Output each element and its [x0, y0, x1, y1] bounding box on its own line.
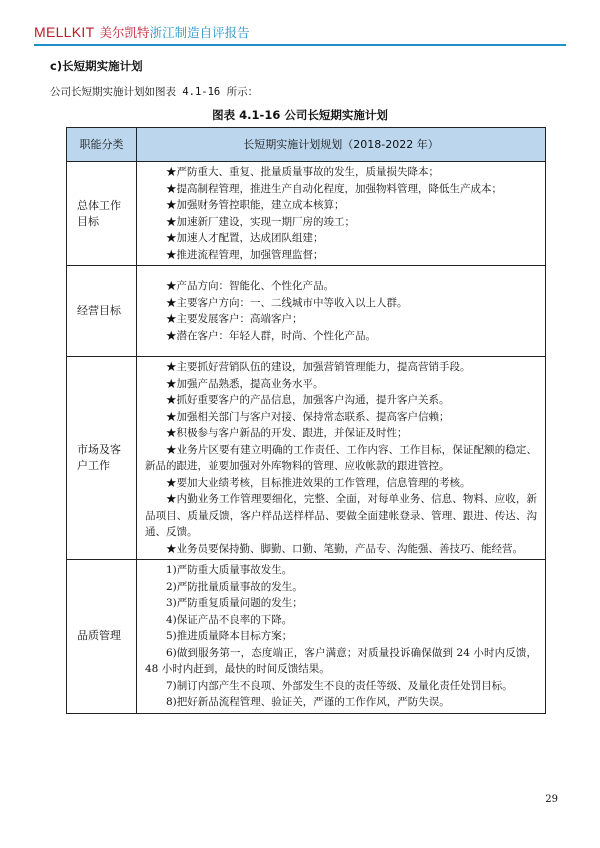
- list-item: ★加强财务管控职能，建立成本核算；: [166, 199, 345, 211]
- row-category: 市场及客户工作: [67, 357, 137, 560]
- table-caption: 图表 4.1-16 公司长短期实施计划: [212, 108, 388, 122]
- list-item: ★严防重大、重复、批量质量事故的发生，质量损失降本；: [166, 166, 439, 178]
- list-item: 8)把好新品流程管理、验证关，严谨的工作作风，严防失误。: [166, 696, 450, 708]
- list-item: 2)严防批量质量事故的发生。: [166, 580, 303, 593]
- list-item: 5)推进质量降本目标方案；: [166, 630, 293, 642]
- list-item: ★业务片区要有建立明确的工作责任、工作内容、工作目标，保证配额的稳定、新品的跟进，並要加强对外库物料的管理、应收帐款的跟进管控。: [145, 443, 537, 472]
- section-title: c)长短期实施计划: [50, 59, 143, 73]
- table-row: [67, 357, 546, 560]
- plan-table: [66, 127, 546, 714]
- list-item: 3)严防重复质量问题的发生；: [166, 597, 303, 609]
- list-item: ★积极参与客户新品的开发、跟进，并保证及时性；: [166, 427, 408, 439]
- list-item: ★加速新厂建设，实现一期厂房的竣工；: [166, 215, 355, 228]
- list-item: ★推进流程管理，加强管理监督；: [166, 248, 324, 261]
- list-item: 4)保证产品不良率的下降。: [166, 613, 293, 626]
- list-item: ★产品方向：智能化、个性化产品。: [166, 280, 334, 292]
- row-category: 品质管理: [67, 560, 137, 714]
- header-plan: 长短期实施计划规划（2018-2022 年）: [137, 128, 546, 162]
- list-item: ★加速人才配置，达成团队组建；: [166, 232, 324, 244]
- header-divider: [34, 44, 566, 46]
- row-content: [137, 266, 546, 357]
- row-content: [137, 162, 546, 266]
- list-item: 7)制订内部产生不良项、外部发生不良的责任等级、及量化责任处罚目标。: [166, 679, 513, 692]
- report-title: 浙江制造自评报告: [149, 25, 250, 40]
- list-item: ★提高制程管理，推进生产自动化程度，加强物料管理，降低生产成本；: [166, 182, 502, 195]
- company-name: 美尔凯特: [99, 25, 150, 40]
- table-row: [67, 266, 546, 357]
- list-item: ★潜在客户：年轻人群，时尚、个性化产品。: [166, 329, 376, 342]
- list-item: ★主要客户方向：一、二线城市中等收入以上人群。: [166, 296, 408, 309]
- list-item: 1)严防重大质量事故发生。: [166, 564, 293, 576]
- table-row: [67, 560, 546, 714]
- list-item: ★主要抓好营销队伍的建设，加强营销管理能力，提高营销手段。: [166, 361, 471, 373]
- table-row: [67, 162, 546, 266]
- list-item: ★业务员要保持勤、脚勤、口勤、笔勤，产品专、沟能强、善技巧、能经营。: [166, 542, 523, 555]
- row-category: 总体工作目标: [67, 162, 137, 266]
- row-content: [137, 560, 546, 714]
- list-item: ★主要发展客户：高端客户；: [166, 313, 303, 325]
- row-content: [137, 357, 546, 560]
- list-item: ★内勤业务工作管理要细化，完整、全面，对每单业务、信息、物料、应收，新品项目、质量反馈，客户样品送样样品、要做全面建帐登录、管理、跟进、传达、沟通、反馈。: [145, 493, 537, 538]
- section-intro: 公司长短期实施计划如图表 4.1-16 所示：: [50, 86, 259, 98]
- row-category: 经营目标: [67, 266, 137, 357]
- page-header: [34, 22, 566, 46]
- header-category: 职能分类: [67, 128, 137, 162]
- list-item: ★加强产品熟悉，提高业务水平。: [166, 377, 324, 390]
- table-header-row: [67, 128, 546, 162]
- page-number: 29: [545, 794, 558, 805]
- list-item: ★加强相关部门与客户对接、保持常态联系、提高客户信赖；: [166, 410, 450, 423]
- list-item: ★要加大业绩考核，目标推进效果的工作管理，信息管理的考核。: [166, 476, 471, 489]
- list-item: 6)做到服务第一，态度端正，客户满意；对质量投诉确保做到 24 小时内反馈，48 小时内赶到，最快的时间反馈结果。: [145, 646, 537, 675]
- list-item: ★抓好重要客户的产品信息，加强客户沟通，提升客户关系。: [166, 394, 450, 406]
- brand-logo-text: MELLKIT: [34, 24, 95, 40]
